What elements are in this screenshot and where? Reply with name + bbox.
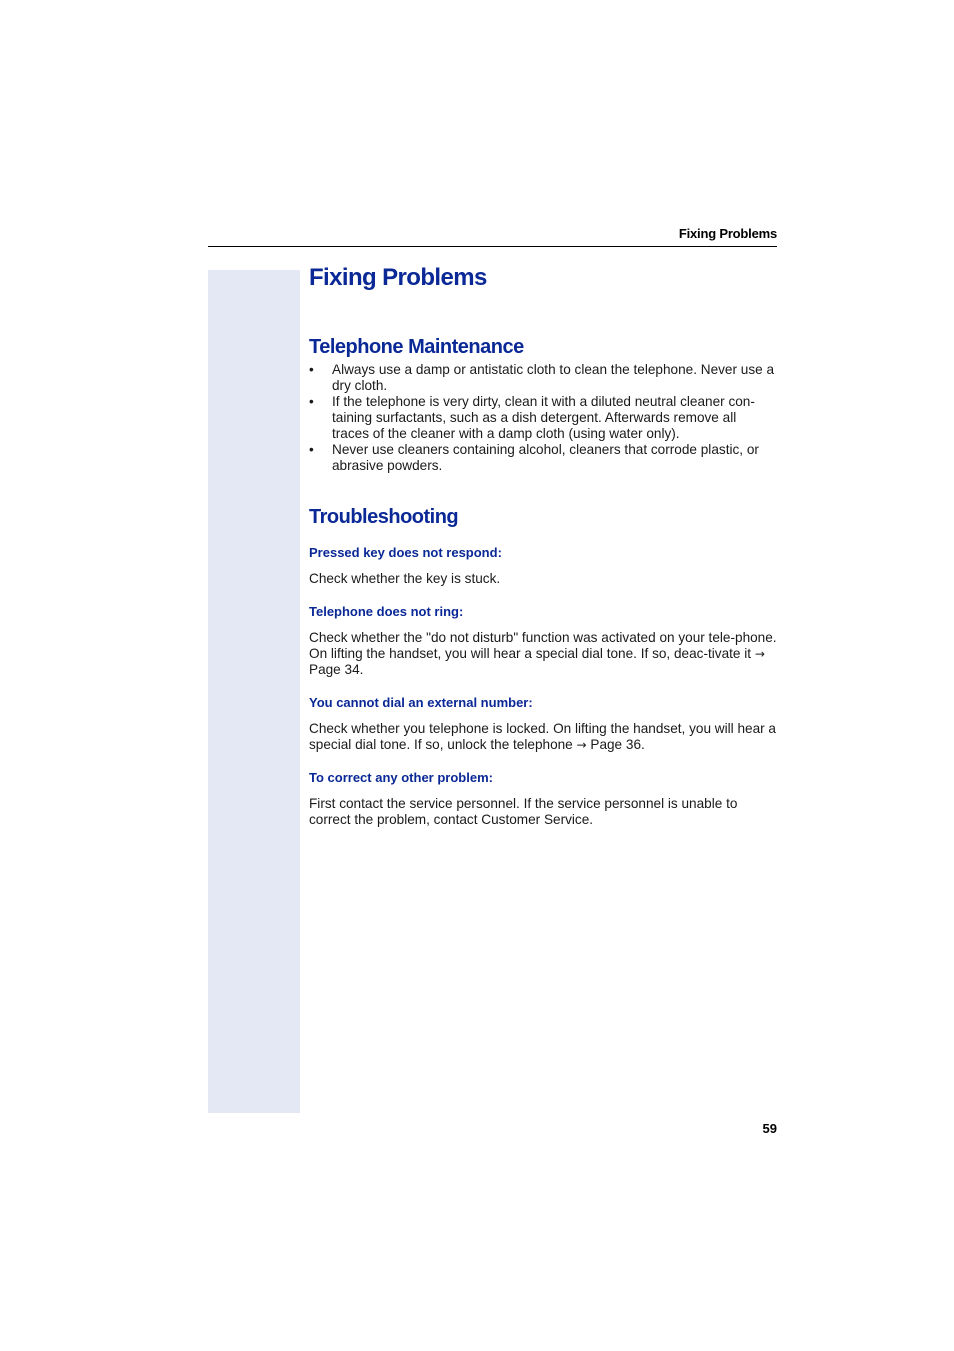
page-reference-link[interactable]: Page 34.	[309, 662, 364, 677]
list-item	[309, 394, 777, 442]
page-content	[309, 262, 779, 828]
page-reference-link[interactable]: Page 36.	[590, 737, 645, 752]
problem-answer: Check whether the key is stuck.	[309, 571, 501, 586]
header-rule	[208, 246, 777, 247]
page-title: Fixing Problems	[309, 264, 487, 291]
page-number: 59	[762, 1121, 777, 1136]
problem-answer	[309, 721, 779, 753]
maintenance-list	[309, 362, 777, 474]
problem-heading: Pressed key does not respond:	[309, 545, 502, 560]
problem-answer: First contact the service personnel. If the service personnel is unable to correct the problem, contact Customer Service.	[309, 796, 738, 827]
list-item	[309, 362, 777, 394]
list-item-text: If the telephone is very dirty, clean it with a diluted neutral cleaner con-taining surfactants, such as a dish detergent. Afterwards remove all traces of the cleaner with a damp cloth (using water only).	[332, 394, 755, 441]
margin-band	[208, 270, 300, 1113]
bullet-icon: •	[309, 394, 314, 409]
problem-heading: To correct any other problem:	[309, 770, 493, 785]
section-heading-troubleshooting: Troubleshooting	[309, 506, 459, 528]
section-heading-maintenance: Telephone Maintenance	[309, 336, 524, 358]
answer-text: Check whether the "do not disturb" function was activated on your tele-phone. On lifting the handset, you will hear a special dial tone. If so, deac-tivate it	[309, 630, 777, 661]
bullet-icon: •	[309, 442, 314, 457]
problem-heading: Telephone does not ring:	[309, 604, 464, 619]
bullet-icon: •	[309, 362, 314, 377]
problem-answer	[309, 630, 779, 678]
arrow-right-icon: →	[576, 738, 587, 752]
arrow-right-icon: →	[754, 647, 765, 661]
problem-heading: You cannot dial an external number:	[309, 695, 533, 710]
running-header: Fixing Problems	[678, 226, 777, 241]
answer-text: Check whether you telephone is locked. On lifting the handset, you will hear a special dial tone. If so, unlock the telephone	[309, 721, 776, 752]
list-item-text: Always use a damp or antistatic cloth to clean the telephone. Never use a dry cloth.	[332, 362, 775, 393]
list-item-text: Never use cleaners containing alcohol, cleaners that corrode plastic, or abrasive powders.	[332, 442, 759, 473]
list-item	[309, 442, 777, 474]
